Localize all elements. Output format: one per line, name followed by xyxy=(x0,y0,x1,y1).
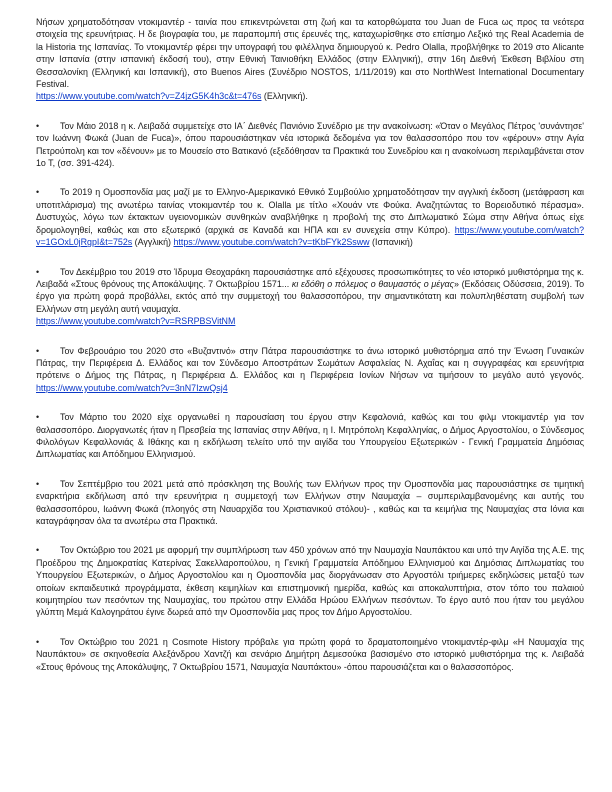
item-text: Τον Μάιο 2018 η κ. Λειβαδά συμμετείχε στο ΙΑ΄ Διεθνές Πανιόνιο Συνέδριο με την ανακοίνωση: «Όταν ο Μεγάλος Πέτρος 'συνάντησε' τον Ιωάννη Φωκά (Juan de Fuca)», όπου παρουσιάστηκαν νέα ιστορικά δεδομένα για τον θαλασσοπόρο που τον «φέρουν» στην Αγία Πετρούπολη και τον «δένουν» με το Μουσείο στο Βατικανό (εξεδόθησαν τα Πρακτικά του Συνεδρίου και η ανακοίνωση περιλαμβάνεται στον 1ο Τ, (σσ. 391-424). xyxy=(36,120,584,169)
intro-paragraph xyxy=(36,16,584,103)
item-text: Τον Δεκέμβριο του 2019 στο Ίδρυμα Θεοχαράκη παρουσιάστηκε από εξέχουσες προσωπικότητες το νέο ιστορικό μυθιστόρημα της κ. Λειβαδά «Στους θρόνους της Αποκάλυψης. 7 Οκτωβρίου 1571... xyxy=(36,266,584,289)
intro-text: Νήσων χρηματοδότησαν ντοκιμαντέρ - ταινία που επικεντρώνεται στη ζωή και τα κατορθώματα του Juan de Fuca ως προς τα νεότερα στοιχεία της ερευνήτριας. Η δε βιογραφία του, με παραπομπή στις έρευνές της, καταχωρίσθηκε στο επίσημο Λεξικό της Real Academia de la Historia της Ισπανίας. Το ντοκιμαντέρ φέρει την υπογραφή του φιλέλληνα δημιουργού κ. Pedro Olalla, προβλήθηκε το 2019 στο Alicante στην Ισπανία (στην ισπανική έκδοσή του), στην Εθνική Ταινιοθήκη Ελλάδος (στην Ελληνική), στην 16η Διεθνή Έκθεση Βιβλίου στη Θεσσαλονίκη (Ελληνική και Ισπανική), στο Buenos Aires (Συνέδριο NOSTOS, 1/11/2019) και στο NorthWest International Documentary Festival. xyxy=(36,17,584,90)
link-tail: (Αγγλική) xyxy=(132,237,172,248)
bullet-icon: • xyxy=(36,478,40,489)
item-italic-text: κι εδόθη ο πόλεμος ο θαυμαστός ο μέγας xyxy=(289,278,454,289)
list-item xyxy=(36,478,584,528)
bullet-icon: • xyxy=(36,545,40,556)
intro-youtube-link[interactable]: https://www.youtube.com/watch?v=Z4jzG5K4h3c&t=476s xyxy=(36,91,262,102)
patras-youtube-link[interactable]: https://www.youtube.com/watch?v=3nN7IzwQsj4 xyxy=(36,382,228,393)
bullet-icon: • xyxy=(36,636,40,647)
item-text: Τον Μάρτιο του 2020 είχε οργανωθεί η παρουσίαση του έργου στην Κεφαλονιά, καθώς και του φιλμ ντοκιμαντέρ για τον θαλασσοπόρο. Διοργανωτές ήταν η Πρεσβεία της Ισπανίας στην Αθήνα, η Ι. Μητρόπολη Κεφαλληνίας, ο Δήμος Αργοστολίου, ο Σύνδεσμος Φιλολόγων Κεφαλλονιάς & Ιθάκης και η εκδήλωση τελείτο υπό την αιγίδα του Υπουργείου Εξωτερικών - Γενική Γραμματεία Δημόσιας Διπλωματίας και Απόδημου Ελληνισμού. xyxy=(36,412,584,460)
link-tail: (Ισπανική) xyxy=(369,237,413,248)
list-item xyxy=(36,345,584,395)
item-text: Το 2019 η Ομοσπονδία μας μαζί με το Ελληνο-Αμερικανικό Εθνικό Συμβούλιο χρηματοδότησαν την αγγλική έκδοση (μετάφραση και υποτιτλάρισμα) της ανωτέρω ταινίας ντοκιμαντέρ του κ. Olalla με τίτλο «Χουάν ντε Φούκα. Αναζητώντας το Βορειοδυτικό πέρασμα». Δυστυχώς, λόγω των έκτακτων υγειονομικών συνθηκών αναβλήθηκε η προβολή της στο Διπλωματικό Σώμα στην Αθήνα όπως είχε δρομολογηθεί, καθώς και στο εξωτερικό (αρχικά σε Καναδά και ΗΠΑ και εν συνεχεία στην Κύπρο). xyxy=(36,187,584,235)
bullet-icon: • xyxy=(36,120,40,131)
bullet-icon: • xyxy=(36,412,40,423)
list-item xyxy=(36,636,584,673)
item-text-continued: » (Εκδόσεις Οδύσσεια, 2019). Το έργο για πρώτη φορά προβάλλει, εκτός από την συμμετοχή του θαλασσοπόρου, την σημαντικότατη και πολυπληθέστατη συμβολή των Ελλήνων στη μεγάλη αυτή ναυμαχία. xyxy=(36,278,585,314)
english-youtube-link[interactable]: https://www.youtube.com/watch?v=1GOxL0jRgpI&t=752s xyxy=(36,224,585,248)
list-item xyxy=(36,120,584,170)
list-item xyxy=(36,411,584,461)
item-text: Τον Οκτώβριο του 2021 η Cosmote History πρόβαλε για πρώτη φορά το δραματοποιημένο ντοκιμαντέρ-φιλμ «Η Ναυμαχία της Ναυπάκτου» σε σκηνοθεσία Αλεξάνδρου Χαντζή και σενάριο Δημήτρη Δεμεσούκα βασισμένο στο ιστορικό μυθιστόρημα της κ. Λειβαδά «Στους θρόνους της Αποκάλυψης, 7 Οκτωβρίου 1571, Ναυμαχία Ναυπάκτου» -όπου παρουσιάζεται και ο θαλασσοπόρος. xyxy=(36,636,584,672)
item-text: Τον Σεπτέμβριο του 2021 μετά από πρόσκληση της Βουλής των Ελλήνων προς την Ομοσπονδία μας παρουσιάστηκε σε τιμητική εναρκτήρια εκδήλωση από την ερευνήτρια η συμμετοχή των Ελλήνων στην Ναυμαχία – συμπεριλαμβανομένης και αυτής του θαλασσοπόρου, Ιωάννη Φωκά (πλοηγός στη Ναυαρχίδα του Χριστιανικού στόλου)- , καθώς και τα κειμήλια της Ναυμαχίας στα Ιόνια και καταγράφησαν όλα τα ανωτέρω στα Πρακτικά. xyxy=(36,478,584,526)
intro-link-tail: (Ελληνική). xyxy=(261,91,308,102)
bullet-icon: • xyxy=(36,187,40,198)
list-item xyxy=(36,266,584,328)
list-item xyxy=(36,544,584,618)
book-youtube-link[interactable]: https://www.youtube.com/watch?v=RSRPBSVitNM xyxy=(36,316,236,327)
document-page xyxy=(36,16,584,690)
spanish-youtube-link[interactable]: https://www.youtube.com/watch?v=tKbFYk2Ssww xyxy=(173,237,370,248)
item-text: Τον Οκτώβριο του 2021 με αφορμή την συμπλήρωση των 450 χρόνων από την Ναυμαχία Ναυπάκτου και υπό την Αιγίδα της Α.Ε. της Προέδρου της Δημοκρατίας Κατερίνας Σακελλαροπούλου, η Γενική Γραμματεία Απόδημου Ελληνισμού και Δημόσιας Διπλωματίας του Υπουργείου Εξωτερικών, ο Δήμος Αργοστολίου και η Ομοσπονδία μας διοργάνωσαν στο Αργοστόλι τριήμερες εκδηλώσεις μεταξύ των οποίων εκπαιδευτικά προγράμματα, έκθεση κειμηλίων και επιστημονική ημερίδα, καθώς και αποκαλυπτήρια, στον τόπο του παλαιού κοιμητηρίου των πεσόντων της Ναυμαχίας, του πρώτου στην Ελλάδα Ηρώου Ελλήνων πεσόντων. Το έργο αυτό που ήταν του μεγάλου γλύπτη Μεμά Καλογηράτου έγινε δωρεά από την Ομοσπονδία μας προς τον Δήμο Αργοστολίου. xyxy=(36,545,584,618)
bullet-icon: • xyxy=(36,345,40,356)
list-item xyxy=(36,186,584,248)
item-text: Τον Φεβρουάριο του 2020 στο «Βυζαντινό» στην Πάτρα παρουσιάστηκε το άνω ιστορικό μυθιστόρημα από την Ένωση Γυναικών Πάτρας, την Περιφέρεια Δ. Ελλάδος και τον Σύνδεσμο Αποστράτων Σωμάτων Ασφαλείας Ν. Αχαΐας και η συγγραφέας και ερευνήτρια πρότεινε ο Δήμος της Πάτρας, η Περιφέρεια Δ. Ελλάδος και η Περιφέρεια Ιονίων Νήσων να τιμήσουν το μεγάλο αυτό γεγονός. xyxy=(36,345,584,381)
bullet-icon: • xyxy=(36,266,40,277)
